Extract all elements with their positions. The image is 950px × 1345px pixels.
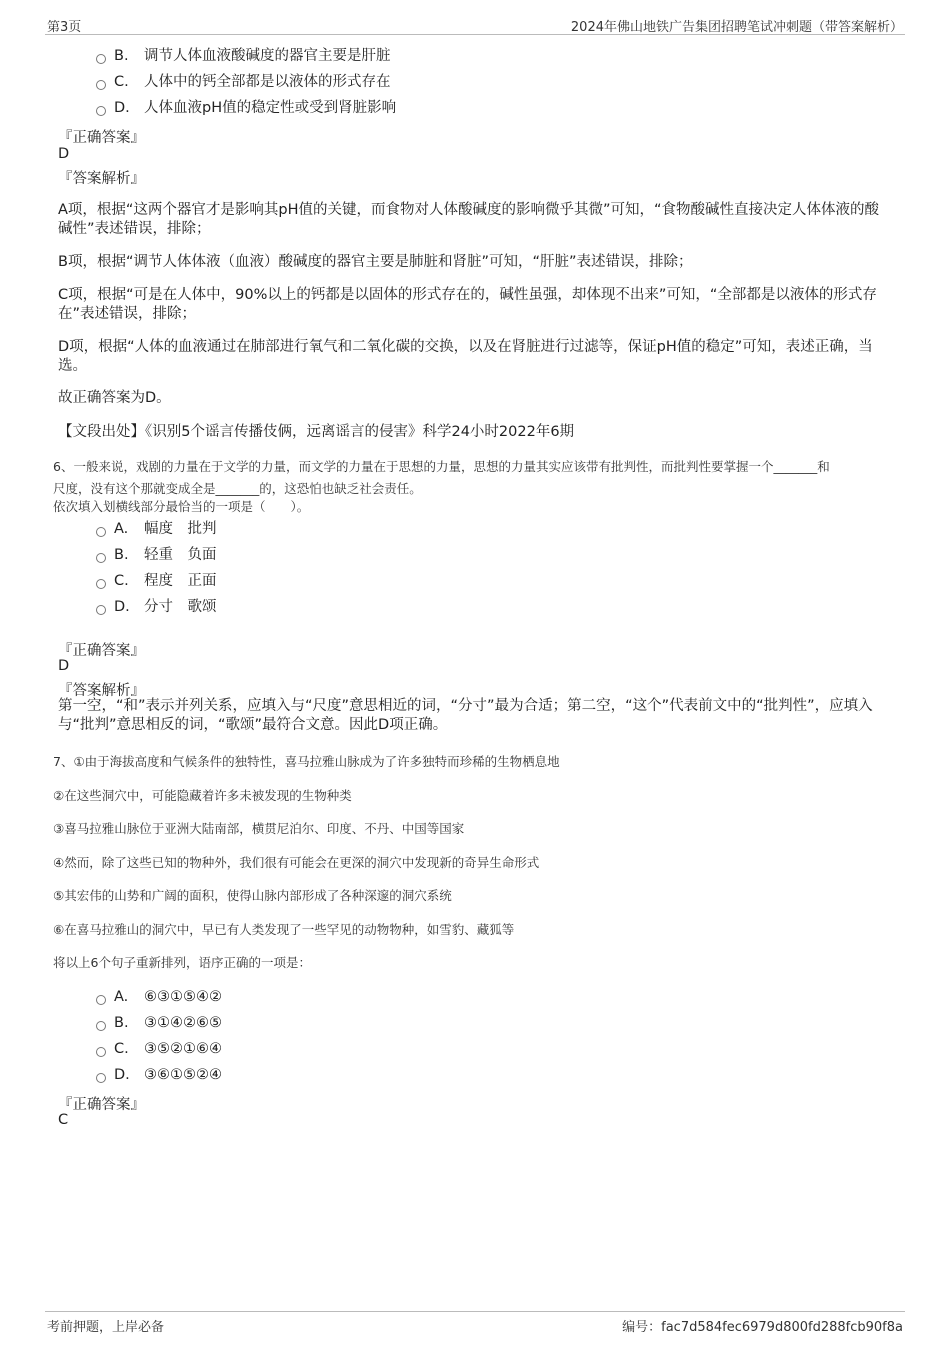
- q6-analysis-label: 『答案解析』: [58, 683, 145, 699]
- q5-analysis-label: 『答案解析』: [58, 171, 145, 187]
- radio-icon[interactable]: [96, 106, 106, 116]
- radio-icon[interactable]: [96, 54, 106, 64]
- page-footer: [45, 1311, 905, 1336]
- footer-code: 编号：fac7d584fec6979d800fd288fcb90f8a: [622, 1320, 903, 1335]
- document-title: 2024年佛山地铁广告集团招聘笔试冲刺题（带答案解析）: [570, 20, 903, 35]
- q7-answer-label: 『正确答案』: [58, 1097, 145, 1113]
- q5-analysis-b: B项，根据“调节人体体液（血液）酸碱度的器官主要是肺脏和肾脏”可知，“肝脏”表述错误，排除；: [58, 254, 693, 270]
- q7-sentence-4: ④然而，除了这些已知的物种外，我们很有可能会在更深的洞穴中发现新的奇异生命形式: [53, 855, 540, 870]
- radio-icon[interactable]: [96, 579, 106, 589]
- q6-analysis: 第一空，“和”表示并列关系，应填入与“尺度”意思相近的词，“分寸”最为合适；第二空，“这个”代表前文中的“批判性”，应填入与“批判”意思相反的词，“歌颂”最符合文意。因此D项正确。: [58, 698, 873, 733]
- radio-icon[interactable]: [96, 605, 106, 615]
- q5-source: 【文段出处】《识别5个谣言传播伎俩，远离谣言的侵害》科学24小时2022年6期: [58, 424, 575, 440]
- q5-analysis-d: D项，根据“人体的血液通过在肺部进行氧气和二氧化碳的交换，以及在肾脏进行过滤等，保证pH值的稳定”可知，表述正确，当选。: [58, 339, 873, 374]
- q5-analysis-c: C项，根据“可是在人体中，90%以上的钙都是以固体的形式存在的，碱性虽强，却体现不出来”可知，“全部都是以液体的形式存在”表述错误，排除；: [58, 287, 877, 322]
- q7-option-c[interactable]: C. ③⑤②①⑥④: [96, 1039, 222, 1059]
- q6-option-d[interactable]: D. 分寸 歌颂: [96, 597, 217, 617]
- q6-option-b[interactable]: B. 轻重 负面: [96, 545, 217, 565]
- q7-sentence-5: ⑤其宏伟的山势和广阔的面积，使得山脉内部形成了各种深邃的洞穴系统: [53, 888, 452, 903]
- q5-analysis-a: A项，根据“这两个器官才是影响其pH值的关键，而食物对人体酸碱度的影响微乎其微”可知，“食物酸碱性直接决定人体体液的酸碱性”表述错误，排除；: [58, 202, 880, 237]
- q5-option-c[interactable]: C. 人体中的钙全部都是以液体的形式存在: [96, 72, 391, 92]
- q6-prompt: 依次填入划横线部分最恰当的一项是（ ）。: [53, 499, 310, 514]
- q7-sentence-6: ⑥在喜马拉雅山的洞穴中，早已有人类发现了一些罕见的动物物种，如雪豹、藏狐等: [53, 922, 515, 937]
- radio-icon[interactable]: [96, 80, 106, 90]
- q7-sentence-1: 7、①由于海拔高度和气候条件的独特性，喜马拉雅山脉成为了许多独特而珍稀的生物栖息地: [53, 754, 560, 769]
- radio-icon[interactable]: [96, 553, 106, 563]
- q7-option-a[interactable]: A. ⑥③①⑤④②: [96, 987, 222, 1007]
- q5-option-b[interactable]: B. 调节人体血液酸碱度的器官主要是肝脏: [96, 46, 391, 66]
- q6-stem-line2: 尺度，没有这个那就变成全是_______的，这恐怕也缺乏社会责任。: [53, 481, 422, 496]
- q7-option-d[interactable]: D. ③⑥①⑤②④: [96, 1065, 222, 1085]
- q5-conclusion: 故正确答案为D。: [58, 390, 171, 406]
- q7-option-b[interactable]: B. ③①④②⑥⑤: [96, 1013, 222, 1033]
- q6-option-c[interactable]: C. 程度 正面: [96, 571, 217, 591]
- page-number: 第3页: [47, 20, 82, 35]
- q7-sentence-2: ②在这些洞穴中，可能隐藏着许多未被发现的生物种类: [53, 788, 352, 803]
- q7-answer: C: [58, 1112, 69, 1128]
- q7-prompt: 将以上6个句子重新排列，语序正确的一项是：: [53, 955, 311, 970]
- q5-answer: D: [58, 146, 70, 162]
- radio-icon[interactable]: [96, 1073, 106, 1083]
- q6-stem-line1: 6、一般来说，戏剧的力量在于文学的力量，而文学的力量在于思想的力量，思想的力量其实应该带有批判性，而批判性要掌握一个_______和: [53, 459, 830, 474]
- q5-option-d[interactable]: D. 人体血液pH值的稳定性或受到肾脏影响: [96, 98, 396, 118]
- radio-icon[interactable]: [96, 1047, 106, 1057]
- footer-slogan: 考前押题，上岸必备: [47, 1320, 165, 1335]
- q6-answer: D: [58, 658, 70, 674]
- radio-icon[interactable]: [96, 995, 106, 1005]
- page-header: [45, 14, 905, 35]
- q7-sentence-3: ③喜马拉雅山脉位于亚洲大陆南部，横贯尼泊尔、印度、不丹、中国等国家: [53, 821, 465, 836]
- q6-option-a[interactable]: A. 幅度 批判: [96, 519, 217, 539]
- radio-icon[interactable]: [96, 1021, 106, 1031]
- q5-answer-label: 『正确答案』: [58, 130, 145, 146]
- radio-icon[interactable]: [96, 527, 106, 537]
- q6-answer-label: 『正确答案』: [58, 643, 145, 659]
